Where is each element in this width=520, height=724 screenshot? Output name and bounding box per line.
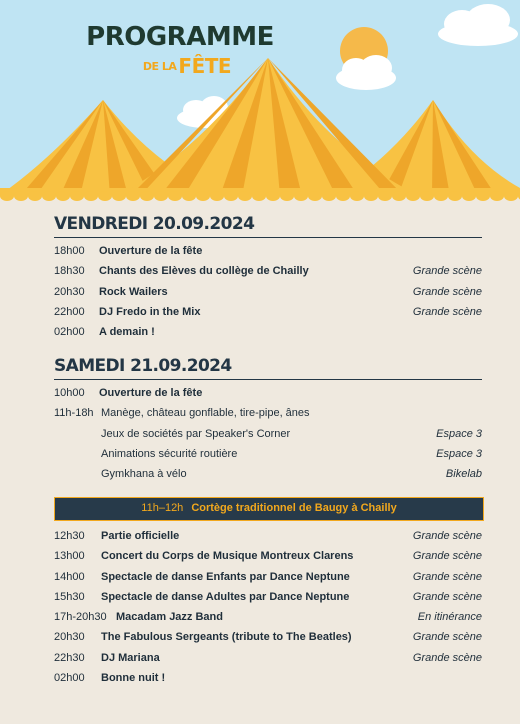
day-heading: VENDREDI 20.09.2024 — [54, 214, 482, 238]
schedule-row — [54, 587, 482, 607]
title-line-1: PROGRAMME — [86, 22, 274, 52]
row-label: Spectacle de danse Adultes par Dance Neptune — [101, 590, 350, 603]
row-label: The Fabulous Sergeants (tribute to The Beatles) — [101, 631, 352, 644]
day-saturday-continued — [54, 526, 482, 688]
schedule-row — [54, 668, 482, 688]
row-label: Bonne nuit ! — [101, 672, 166, 685]
row-label: Gymkhana à vélo — [101, 468, 187, 481]
schedule-list — [54, 241, 482, 342]
schedule-row — [54, 302, 482, 322]
row-label: DJ Mariana — [101, 651, 160, 664]
row-time: 13h00 — [54, 550, 85, 563]
banner-label: Cortège traditionnel de Baugy à Chailly — [191, 502, 397, 514]
row-venue: Grande scène — [412, 570, 482, 583]
row-label: Partie officielle — [101, 530, 180, 542]
row-venue: Grande scène — [412, 651, 482, 664]
schedule-row — [54, 383, 482, 403]
row-time: 18h00 — [54, 245, 85, 257]
row-venue: Bikelab — [445, 468, 482, 481]
row-time: 18h30 — [54, 265, 85, 278]
row-venue: Grande scène — [412, 590, 482, 603]
row-venue: Grande scène — [412, 631, 482, 644]
row-label: Rock Wailers — [99, 285, 168, 298]
row-time: 20h30 — [54, 631, 85, 644]
title-line-2 — [0, 54, 340, 78]
row-label: DJ Fredo in the Mix — [99, 305, 201, 318]
schedule-row — [54, 567, 482, 587]
row-label: Spectacle de danse Enfants par Dance Neptune — [101, 570, 350, 583]
banner-time: 11h–12h — [141, 502, 184, 514]
row-time: 10h00 — [54, 387, 85, 399]
schedule-row — [54, 607, 482, 627]
schedule-row — [54, 526, 482, 546]
parade-banner — [54, 497, 484, 521]
row-venue: Grande scène — [412, 550, 482, 563]
schedule-row — [54, 403, 482, 423]
row-label: Ouverture de la fête — [99, 245, 203, 257]
row-time: 15h30 — [54, 590, 85, 603]
schedule-row — [54, 627, 482, 647]
schedule-row — [54, 261, 482, 281]
title-prefix: DE LA — [142, 60, 177, 73]
row-venue: En itinérance — [417, 611, 482, 624]
row-label: Concert du Corps de Musique Montreux Clarens — [101, 550, 354, 563]
schedule-row — [54, 322, 482, 342]
row-time: 22h00 — [54, 305, 85, 318]
row-time: 14h00 — [54, 570, 85, 583]
title-emphasis: FÊTE — [178, 54, 232, 78]
schedule-list — [54, 383, 482, 484]
day-friday — [54, 214, 482, 342]
schedule-list — [54, 526, 482, 688]
schedule-row — [54, 424, 482, 444]
row-time: 02h00 — [54, 672, 85, 685]
row-venue: Grande scène — [412, 305, 482, 318]
row-label: Macadam Jazz Band — [116, 611, 223, 624]
header-illustration — [0, 0, 520, 210]
schedule-row — [54, 648, 482, 668]
row-time: 12h30 — [54, 530, 85, 542]
row-time: 11h-18h — [54, 407, 94, 420]
poster-title — [0, 22, 340, 78]
row-label: Animations sécurité routière — [101, 447, 238, 460]
row-label: Ouverture de la fête — [99, 387, 203, 399]
row-time: 17h-20h30 — [54, 611, 107, 624]
row-label: A demain ! — [99, 326, 155, 339]
day-heading: SAMEDI 21.09.2024 — [54, 356, 482, 380]
schedule-row — [54, 282, 482, 302]
row-label: Jeux de sociétés par Speaker's Corner — [101, 427, 291, 440]
row-venue: Grande scène — [412, 265, 482, 278]
row-label: Manège, château gonflable, tire-pipe, ânes — [101, 407, 310, 420]
schedule-row — [54, 464, 482, 484]
day-saturday — [54, 356, 482, 484]
row-time: 02h00 — [54, 326, 85, 339]
schedule-row — [54, 546, 482, 566]
row-label: Chants des Elèves du collège de Chailly — [99, 265, 309, 278]
row-venue: Grande scène — [412, 530, 482, 542]
schedule-row — [54, 444, 482, 464]
row-venue: Espace 3 — [436, 427, 482, 440]
schedule-row — [54, 241, 482, 261]
row-time: 20h30 — [54, 285, 85, 298]
row-venue: Grande scène — [412, 285, 482, 298]
row-venue: Espace 3 — [436, 447, 482, 460]
row-time: 22h30 — [54, 651, 85, 664]
